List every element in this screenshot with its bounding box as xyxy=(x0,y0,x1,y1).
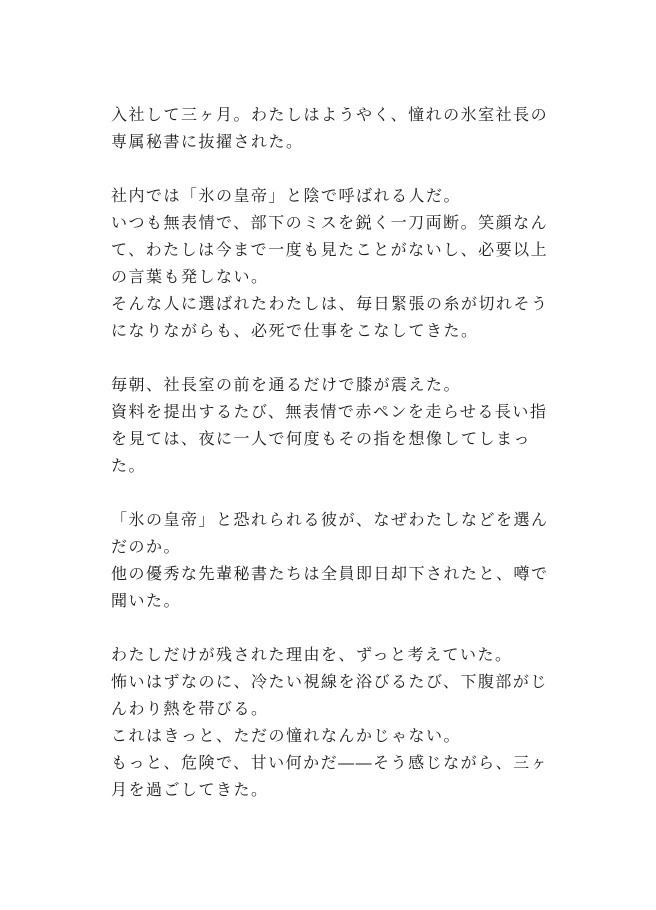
text-line: んわり熱を帯びる。 xyxy=(111,699,269,718)
text-line: 月を過ごしてきた。 xyxy=(111,780,269,799)
text-line: わたしだけが残された理由を、ずっと考えていた。 xyxy=(111,645,513,664)
text-line: て、わたしは今まで一度も見たことがないし、必要以上 xyxy=(111,240,549,259)
text-line: 毎朝、社長室の前を通るだけで膝が震えた。 xyxy=(111,375,462,394)
paragraph-4 xyxy=(111,506,551,614)
text-line: だのか。 xyxy=(111,537,182,556)
text-line: いつも無表情で、部下のミスを鋭く一刀両断。笑顔なん xyxy=(111,213,549,232)
text-line: そんな人に選ばれたわたしは、毎日緊張の糸が切れそう xyxy=(111,294,549,313)
text-line: になりながらも、必死で仕事をこなしてきた。 xyxy=(111,321,479,340)
paragraph-5 xyxy=(111,641,551,803)
text-line: 「氷の皇帝」と恐れられる彼が、なぜわたしなどを選ん xyxy=(111,510,549,529)
body-text xyxy=(111,101,551,803)
paragraph-1 xyxy=(111,101,551,155)
paragraph-3 xyxy=(111,371,551,479)
paragraph-2 xyxy=(111,182,551,344)
text-line: 専属秘書に抜擢された。 xyxy=(111,132,304,151)
text-line: 他の優秀な先輩秘書たちは全員即日却下されたと、噂で xyxy=(111,564,549,583)
text-line: を見ては、夜に一人で何度もその指を想像してしまっ xyxy=(111,429,532,448)
text-line: 聞いた。 xyxy=(111,591,182,610)
text-line: 入社して三ヶ月。わたしはようやく、憧れの氷室社長の xyxy=(111,105,549,124)
text-line: 資料を提出するたび、無表情で赤ペンを走らせる長い指 xyxy=(111,402,548,421)
text-line: 社内では「氷の皇帝」と陰で呼ばれる人だ。 xyxy=(111,186,462,205)
text-line: の言葉も発しない。 xyxy=(111,267,269,286)
text-line: これはきっと、ただの憧れなんかじゃない。 xyxy=(111,726,462,745)
text-line: た。 xyxy=(111,456,147,475)
text-line: 怖いはずなのに、冷たい視線を浴びるたび、下腹部がじ xyxy=(111,672,548,691)
text-line: もっと、危険で、甘い何かだ――そう感じながら、三ヶ xyxy=(111,753,549,772)
